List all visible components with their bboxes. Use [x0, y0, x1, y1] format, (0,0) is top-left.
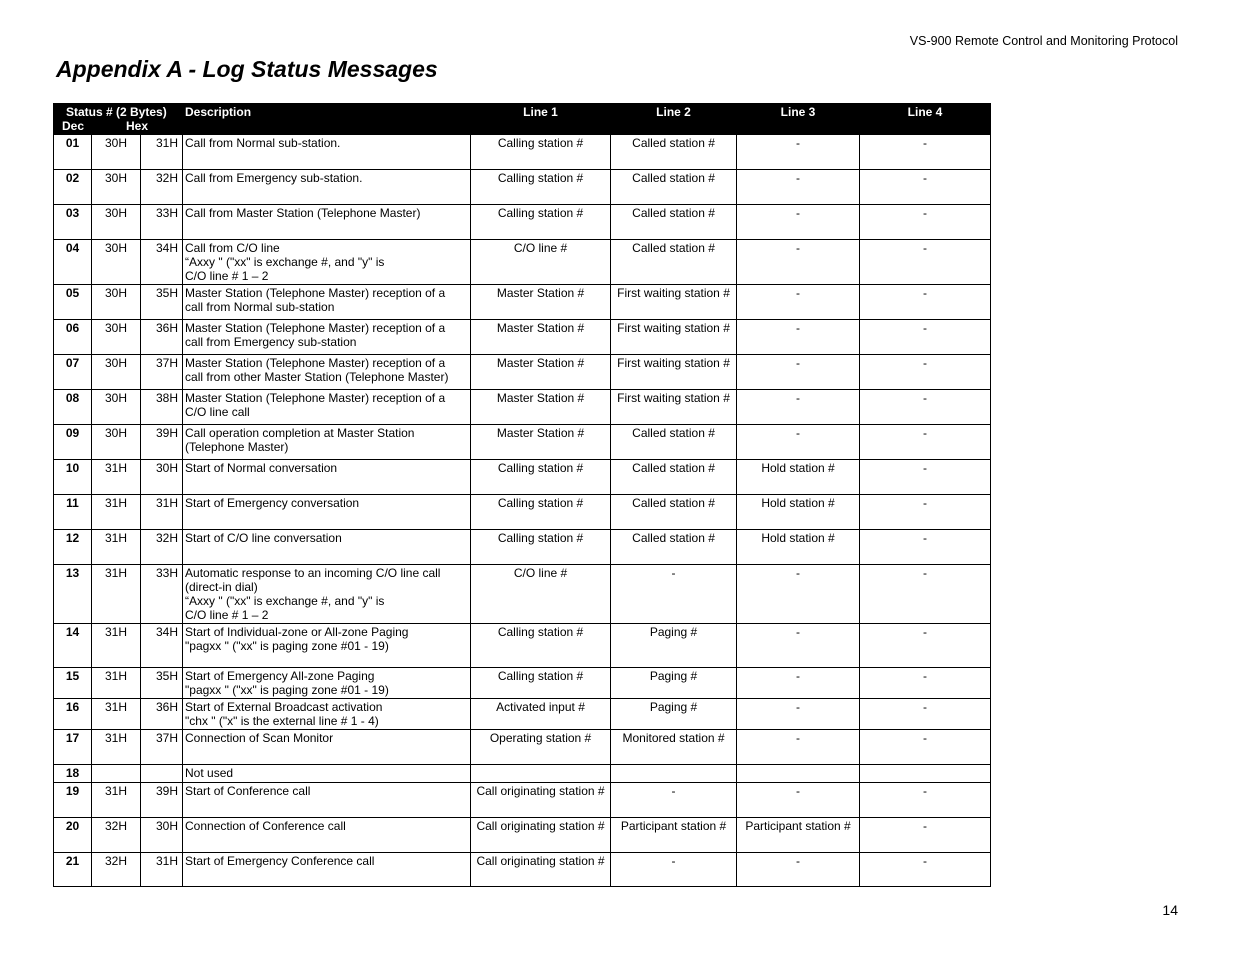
status-hex-low: 36H	[141, 699, 183, 730]
table-row	[54, 495, 991, 530]
description-line: Master Station (Telephone Master) reception of a	[185, 356, 446, 370]
line3-cell: -	[737, 624, 860, 668]
status-hex-high	[92, 765, 141, 783]
table-row	[54, 285, 991, 320]
status-hex-high: 30H	[92, 170, 141, 205]
table-row	[54, 624, 991, 668]
line3-cell: -	[737, 565, 860, 624]
line1-cell: Activated input #	[471, 699, 611, 730]
line1-cell: Master Station #	[471, 285, 611, 320]
description-line: Call from Normal sub-station.	[185, 136, 341, 150]
status-hex-low: 36H	[141, 320, 183, 355]
status-hex-low: 31H	[141, 853, 183, 887]
table-row	[54, 460, 991, 495]
line1-cell: Master Station #	[471, 355, 611, 390]
status-hex-high: 31H	[92, 565, 141, 624]
line2-cell: First waiting station #	[611, 320, 737, 355]
description-cell	[183, 170, 471, 205]
description-cell	[183, 853, 471, 887]
line2-header: Line 2	[611, 104, 737, 135]
description-line: Start of Emergency conversation	[185, 496, 360, 510]
description-cell	[183, 355, 471, 390]
line1-cell: Master Station #	[471, 320, 611, 355]
description-cell	[183, 135, 471, 170]
description-line: "pagxx " ("xx" is paging zone #01 - 19)	[185, 639, 389, 653]
status-hex-low: 30H	[141, 818, 183, 853]
line3-cell	[737, 765, 860, 783]
status-dec: 05	[54, 285, 92, 320]
status-hex-high: 31H	[92, 783, 141, 818]
line4-cell: -	[860, 699, 991, 730]
status-dec: 06	[54, 320, 92, 355]
description-line: "pagxx " ("xx" is paging zone #01 - 19)	[185, 683, 389, 697]
status-dec: 01	[54, 135, 92, 170]
line2-cell: -	[611, 853, 737, 887]
status-hex-low: 32H	[141, 170, 183, 205]
description-cell	[183, 730, 471, 765]
description-cell	[183, 765, 471, 783]
status-hex-high: 30H	[92, 240, 141, 285]
line1-cell: Call originating station #	[471, 783, 611, 818]
line3-cell: Hold station #	[737, 495, 860, 530]
line3-cell: Hold station #	[737, 530, 860, 565]
description-cell	[183, 624, 471, 668]
status-dec: 18	[54, 765, 92, 783]
line3-cell: -	[737, 853, 860, 887]
table-row	[54, 135, 991, 170]
status-hex-low: 35H	[141, 285, 183, 320]
status-hex-low: 31H	[141, 135, 183, 170]
description-cell	[183, 699, 471, 730]
line4-cell: -	[860, 730, 991, 765]
status-hex-low: 35H	[141, 668, 183, 699]
line3-header: Line 3	[737, 104, 860, 135]
description-line: (Telephone Master)	[185, 440, 289, 454]
line4-cell: -	[860, 240, 991, 285]
status-hex-high: 31H	[92, 460, 141, 495]
status-hex-high: 30H	[92, 355, 141, 390]
table-row	[54, 765, 991, 783]
line1-cell: Calling station #	[471, 205, 611, 240]
line3-cell: Participant station #	[737, 818, 860, 853]
line4-cell: -	[860, 460, 991, 495]
status-dec: 09	[54, 425, 92, 460]
line2-cell: Called station #	[611, 425, 737, 460]
table-row	[54, 170, 991, 205]
line1-cell: Calling station #	[471, 495, 611, 530]
page-title: Appendix A - Log Status Messages	[56, 56, 438, 82]
line2-cell: Called station #	[611, 530, 737, 565]
table-row	[54, 390, 991, 425]
description-cell	[183, 565, 471, 624]
status-hex-low: 32H	[141, 530, 183, 565]
line1-cell: C/O line #	[471, 240, 611, 285]
description-line: Start of External Broadcast activation	[185, 700, 383, 714]
status-dec: 08	[54, 390, 92, 425]
status-hex-low: 33H	[141, 205, 183, 240]
line3-cell: -	[737, 355, 860, 390]
line2-cell: First waiting station #	[611, 390, 737, 425]
line3-cell: -	[737, 320, 860, 355]
line4-cell: -	[860, 135, 991, 170]
description-cell	[183, 818, 471, 853]
description-cell	[183, 783, 471, 818]
table-row	[54, 205, 991, 240]
line3-cell: -	[737, 240, 860, 285]
status-hex-low: 39H	[141, 783, 183, 818]
table-row	[54, 668, 991, 699]
status-hex-high: 31H	[92, 699, 141, 730]
line3-cell: -	[737, 170, 860, 205]
line1-cell: Master Station #	[471, 425, 611, 460]
description-cell	[183, 460, 471, 495]
description-line: Connection of Conference call	[185, 819, 346, 833]
status-dec: 11	[54, 495, 92, 530]
description-line: Start of Emergency Conference call	[185, 854, 375, 868]
line2-cell: Paging #	[611, 624, 737, 668]
line2-cell: Paging #	[611, 699, 737, 730]
table-row	[54, 699, 991, 730]
table-row	[54, 818, 991, 853]
description-cell	[183, 285, 471, 320]
line1-cell: Calling station #	[471, 170, 611, 205]
line2-cell: First waiting station #	[611, 355, 737, 390]
table-row	[54, 425, 991, 460]
line1-cell: Calling station #	[471, 624, 611, 668]
line1-cell: Calling station #	[471, 530, 611, 565]
line1-cell: Operating station #	[471, 730, 611, 765]
description-line: "chx " ("x" is the external line # 1 - 4)	[185, 714, 379, 728]
line1-cell: Calling station #	[471, 668, 611, 699]
status-hex-high: 31H	[92, 624, 141, 668]
line1-cell: Calling station #	[471, 460, 611, 495]
line1-header: Line 1	[471, 104, 611, 135]
status-hex-high: 30H	[92, 390, 141, 425]
line4-cell: -	[860, 355, 991, 390]
description-line: call from Normal sub-station	[185, 300, 335, 314]
log-status-table	[53, 103, 991, 887]
description-line: “Axxy " ("xx" is exchange #, and "y" is	[185, 594, 385, 608]
description-line: Start of C/O line conversation	[185, 531, 342, 545]
line4-cell: -	[860, 818, 991, 853]
description-cell	[183, 320, 471, 355]
line2-cell: -	[611, 783, 737, 818]
status-hex-low: 34H	[141, 240, 183, 285]
description-cell	[183, 390, 471, 425]
description-line: call from Emergency sub-station	[185, 335, 357, 349]
table-row	[54, 530, 991, 565]
line3-cell: -	[737, 783, 860, 818]
description-line: Not used	[185, 766, 234, 780]
page-number: 14	[1162, 902, 1178, 918]
line2-cell: Called station #	[611, 205, 737, 240]
description-line: Call operation completion at Master Station	[185, 426, 415, 440]
status-dec: 07	[54, 355, 92, 390]
description-line: Master Station (Telephone Master) reception of a	[185, 321, 446, 335]
description-line: Start of Emergency All-zone Paging	[185, 669, 375, 683]
table-header-row	[54, 104, 991, 135]
status-hex-high: 31H	[92, 530, 141, 565]
status-hex-low	[141, 765, 183, 783]
line2-cell: Called station #	[611, 495, 737, 530]
status-hex-low: 31H	[141, 495, 183, 530]
description-line: Connection of Scan Monitor	[185, 731, 334, 745]
status-hex-high: 31H	[92, 668, 141, 699]
line1-cell: Master Station #	[471, 390, 611, 425]
description-line: “Axxy " ("xx" is exchange #, and "y" is	[185, 255, 385, 269]
table-row	[54, 355, 991, 390]
status-hex-low: 34H	[141, 624, 183, 668]
line3-cell: -	[737, 135, 860, 170]
status-hex-low: 38H	[141, 390, 183, 425]
description-line: (direct-in dial)	[185, 580, 258, 594]
line3-cell: -	[737, 285, 860, 320]
description-cell	[183, 668, 471, 699]
status-dec: 14	[54, 624, 92, 668]
line4-cell: -	[860, 205, 991, 240]
description-line: Start of Individual-zone or All-zone Paging	[185, 625, 409, 639]
table-row	[54, 730, 991, 765]
description-cell	[183, 495, 471, 530]
line4-cell: -	[860, 170, 991, 205]
status-dec: 21	[54, 853, 92, 887]
line4-cell: -	[860, 624, 991, 668]
status-hex-high: 32H	[92, 818, 141, 853]
status-hex-low: 33H	[141, 565, 183, 624]
status-dec: 10	[54, 460, 92, 495]
description-line: Master Station (Telephone Master) reception of a	[185, 286, 446, 300]
line4-cell: -	[860, 668, 991, 699]
status-hex-low: 37H	[141, 730, 183, 765]
status-hex-low: 30H	[141, 460, 183, 495]
status-hex-high: 30H	[92, 205, 141, 240]
description-line: C/O line call	[185, 405, 250, 419]
description-header: Description	[183, 104, 471, 135]
line1-cell: Calling station #	[471, 135, 611, 170]
hex-header-label: Hex	[126, 119, 149, 133]
status-dec: 04	[54, 240, 92, 285]
status-dec: 15	[54, 668, 92, 699]
line2-cell: Called station #	[611, 170, 737, 205]
description-line: Master Station (Telephone Master) reception of a	[185, 391, 446, 405]
line3-cell: -	[737, 425, 860, 460]
status-dec: 16	[54, 699, 92, 730]
line3-cell: Hold station #	[737, 460, 860, 495]
status-hex-high: 30H	[92, 425, 141, 460]
line2-cell	[611, 765, 737, 783]
table-body	[54, 135, 991, 887]
status-header-label: Status # (2 Bytes)	[66, 105, 167, 119]
table-row	[54, 240, 991, 285]
dec-header-label: Dec	[62, 119, 85, 133]
status-dec: 02	[54, 170, 92, 205]
description-line: call from other Master Station (Telephone Master)	[185, 370, 449, 384]
line2-cell: First waiting station #	[611, 285, 737, 320]
table-row	[54, 853, 991, 887]
line4-cell: -	[860, 390, 991, 425]
description-line: Call from Master Station (Telephone Master)	[185, 206, 421, 220]
line2-cell: Monitored station #	[611, 730, 737, 765]
line4-cell: -	[860, 285, 991, 320]
status-dec: 17	[54, 730, 92, 765]
table-row	[54, 565, 991, 624]
status-dec: 20	[54, 818, 92, 853]
description-line: C/O line # 1 – 2	[185, 269, 269, 283]
line4-cell: -	[860, 425, 991, 460]
description-line: Automatic response to an incoming C/O line call	[185, 566, 441, 580]
line2-cell: Called station #	[611, 460, 737, 495]
line3-cell: -	[737, 730, 860, 765]
description-cell	[183, 425, 471, 460]
line3-cell: -	[737, 699, 860, 730]
status-dec: 13	[54, 565, 92, 624]
line4-header: Line 4	[860, 104, 991, 135]
line4-cell: -	[860, 565, 991, 624]
status-hex-high: 31H	[92, 495, 141, 530]
line2-cell: Paging #	[611, 668, 737, 699]
status-hex-high: 32H	[92, 853, 141, 887]
document-header: VS-900 Remote Control and Monitoring Protocol	[909, 34, 1178, 48]
line3-cell: -	[737, 668, 860, 699]
line2-cell: Called station #	[611, 240, 737, 285]
line3-cell: -	[737, 205, 860, 240]
line4-cell: -	[860, 495, 991, 530]
description-line: Call from C/O line	[185, 241, 280, 255]
status-hex-high: 30H	[92, 135, 141, 170]
line4-cell: -	[860, 320, 991, 355]
status-hex-low: 37H	[141, 355, 183, 390]
status-dec: 12	[54, 530, 92, 565]
status-dec: 03	[54, 205, 92, 240]
status-hex-high: 31H	[92, 730, 141, 765]
line1-cell	[471, 765, 611, 783]
line4-cell: -	[860, 783, 991, 818]
line4-cell: -	[860, 853, 991, 887]
line2-cell: -	[611, 565, 737, 624]
description-cell	[183, 205, 471, 240]
description-line: Call from Emergency sub-station.	[185, 171, 363, 185]
status-hex-high: 30H	[92, 285, 141, 320]
description-line: C/O line # 1 – 2	[185, 608, 269, 622]
line3-cell: -	[737, 390, 860, 425]
line1-cell: C/O line #	[471, 565, 611, 624]
description-line: Start of Normal conversation	[185, 461, 338, 475]
line2-cell: Called station #	[611, 135, 737, 170]
line1-cell: Call originating station #	[471, 853, 611, 887]
status-hex-low: 39H	[141, 425, 183, 460]
table-row	[54, 783, 991, 818]
description-cell	[183, 530, 471, 565]
description-cell	[183, 240, 471, 285]
status-dec: 19	[54, 783, 92, 818]
status-header	[54, 104, 183, 135]
status-hex-high: 30H	[92, 320, 141, 355]
line4-cell	[860, 765, 991, 783]
line1-cell: Call originating station #	[471, 818, 611, 853]
line4-cell: -	[860, 530, 991, 565]
table-row	[54, 320, 991, 355]
line2-cell: Participant station #	[611, 818, 737, 853]
description-line: Start of Conference call	[185, 784, 311, 798]
